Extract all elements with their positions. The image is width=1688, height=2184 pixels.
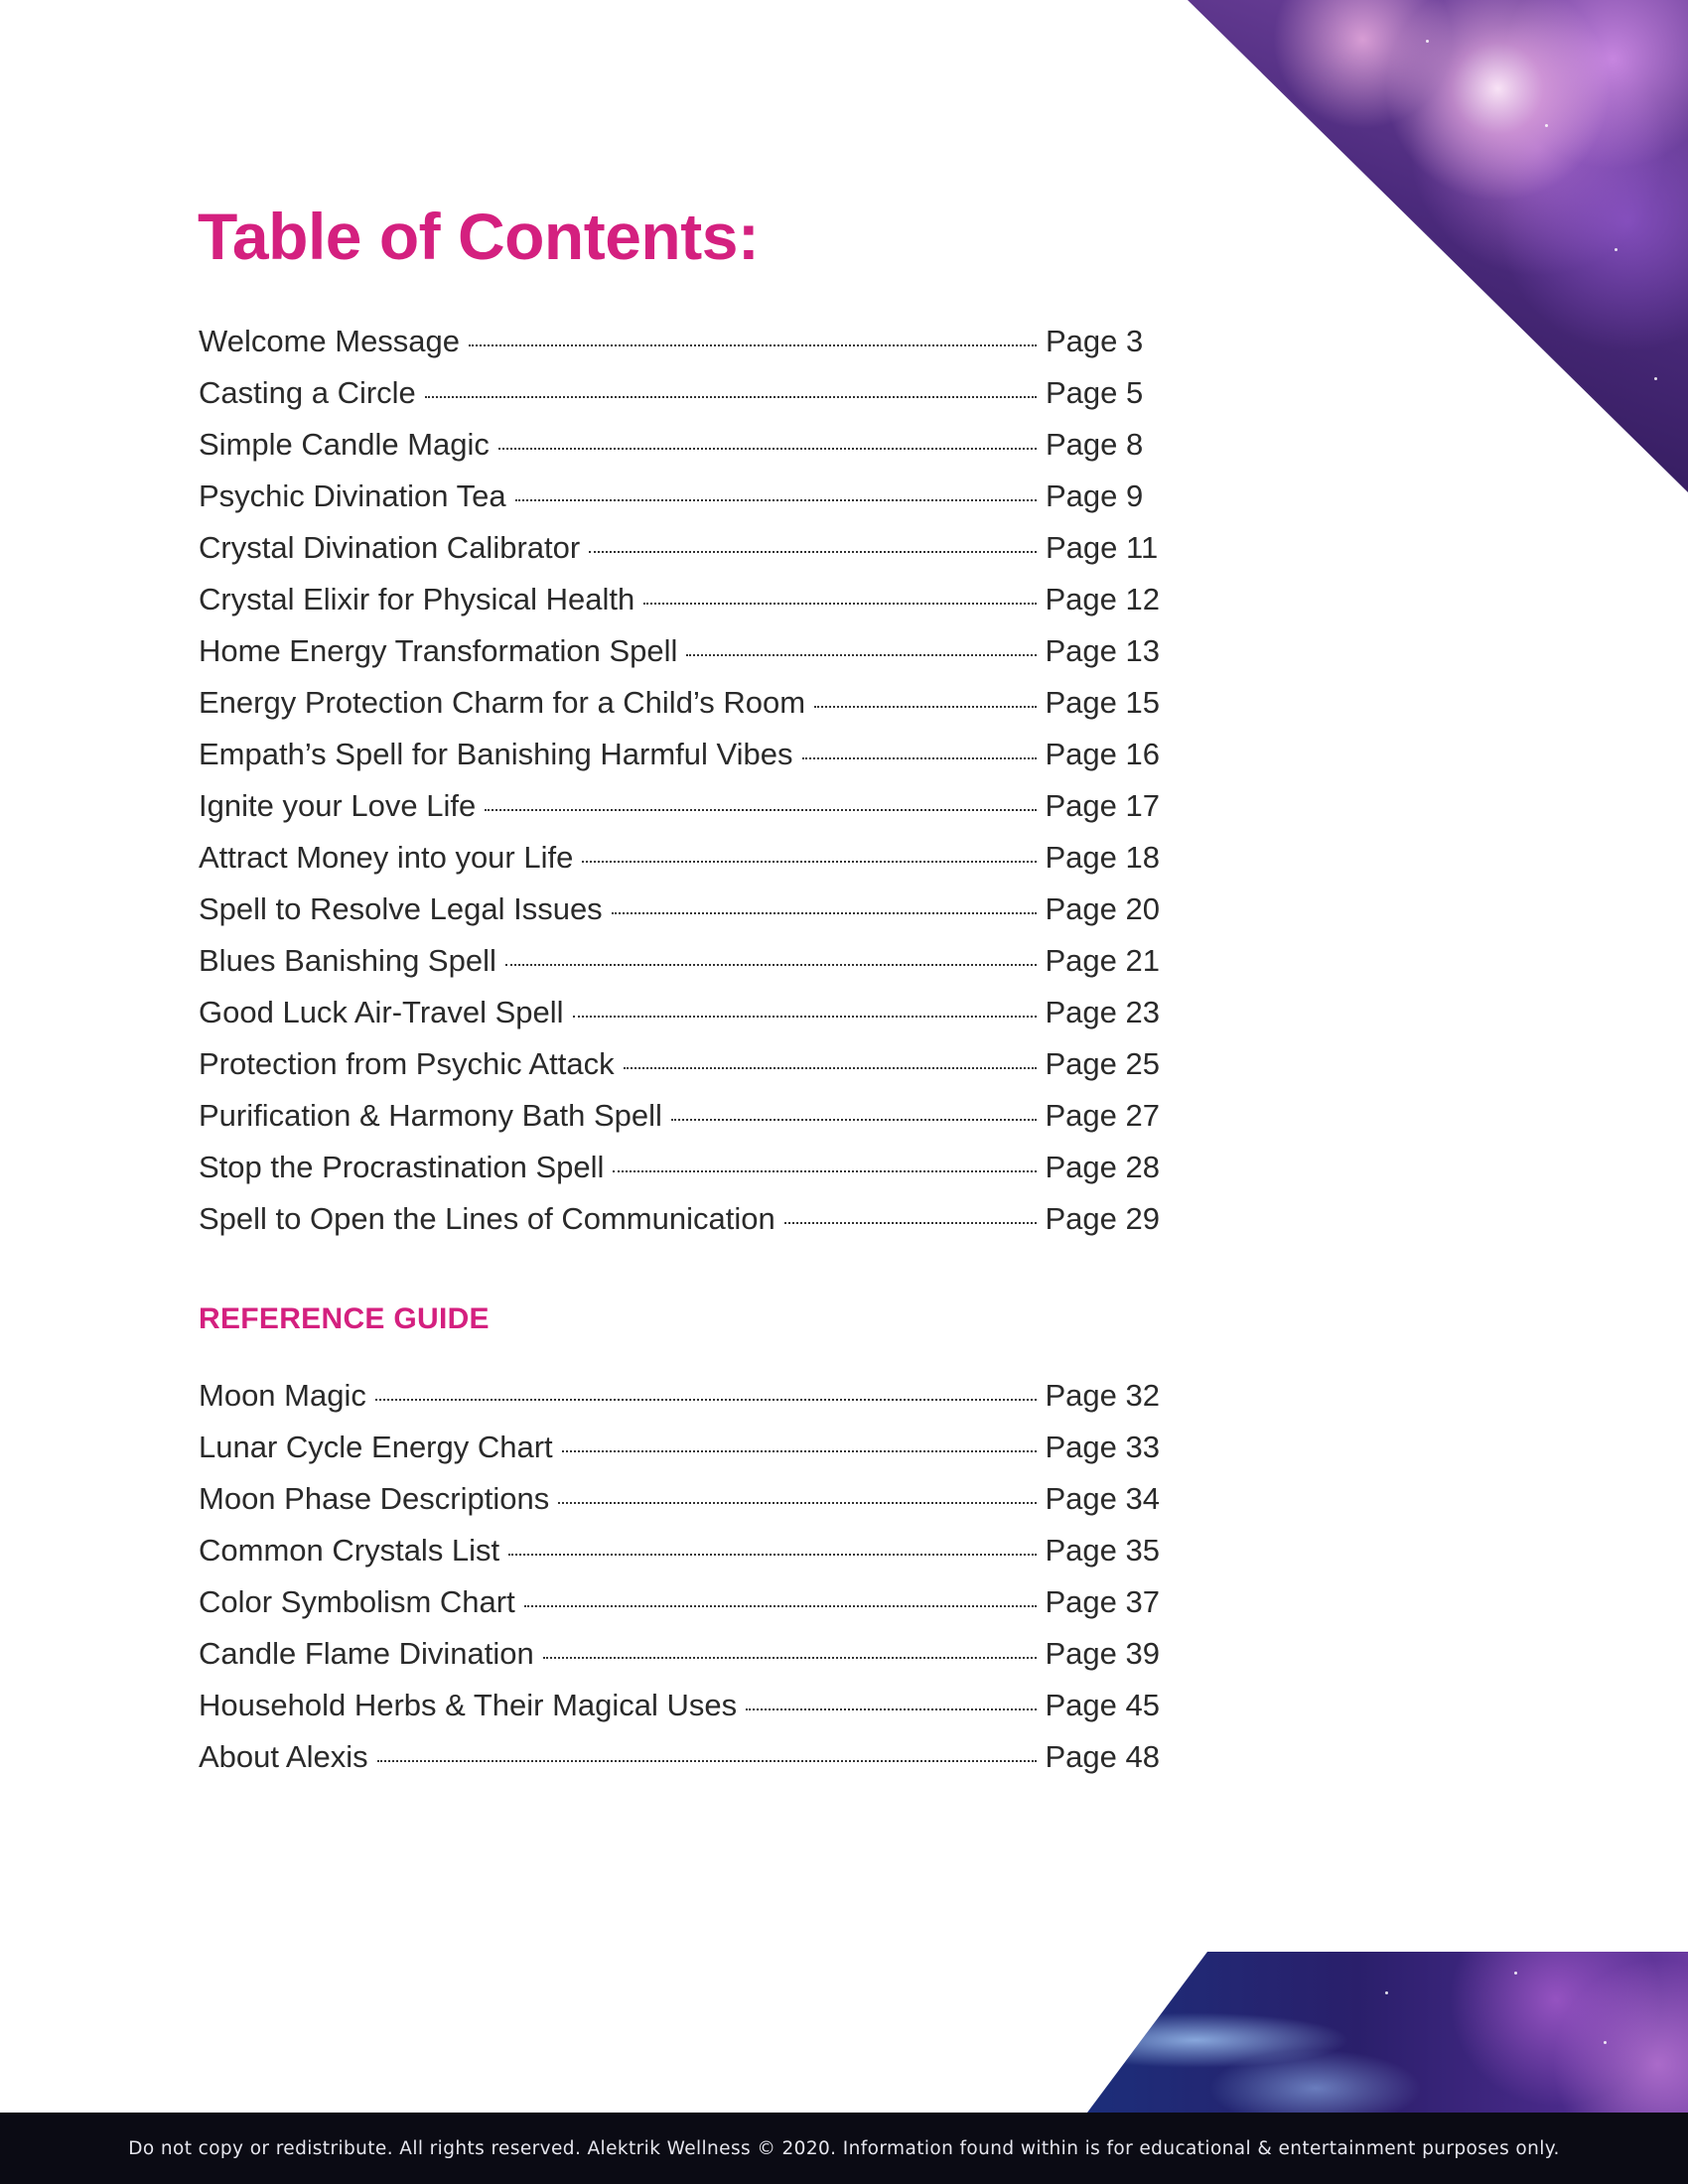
toc-entry [199,1688,1160,1739]
dot-leader [746,1708,1036,1710]
toc-page-number: Page 28 [1045,1150,1160,1184]
toc-page-number: Page 18 [1045,840,1160,875]
toc-entry [199,1533,1160,1584]
toc-entry-title: Protection from Psychic Attack [199,1046,615,1081]
dot-leader [558,1502,1036,1504]
toc-entry [199,943,1160,995]
toc-page-number: Page 20 [1045,891,1160,926]
dot-leader [485,809,1036,811]
dot-leader [582,861,1036,863]
dot-leader [375,1399,1037,1401]
toc-page-number: Page 8 [1046,427,1144,462]
galaxy-corner-image-bottom [1087,1952,1688,2113]
dot-leader [562,1450,1037,1452]
toc-page-number: Page 37 [1045,1584,1160,1619]
toc-page-number: Page 45 [1045,1688,1160,1722]
star [1604,2041,1607,2044]
dot-leader [425,396,1037,398]
toc-entry [199,1150,1160,1201]
dot-leader [643,603,1036,605]
contents-list [199,324,1160,1253]
toc-entry [199,1046,1160,1098]
reference-list [199,1378,1160,1791]
dot-leader [469,344,1037,346]
dot-leader [573,1016,1037,1018]
dot-leader [377,1760,1037,1762]
toc-page-number: Page 33 [1045,1430,1160,1464]
toc-page-number: Page 16 [1045,737,1160,771]
toc-page-number: Page 5 [1046,375,1144,410]
toc-entry-title: Color Symbolism Chart [199,1584,515,1619]
toc-entry [199,995,1160,1046]
dot-leader [524,1605,1037,1607]
dot-leader [814,706,1036,708]
toc-page-number: Page 29 [1045,1201,1160,1236]
toc-page-number: Page 23 [1045,995,1160,1029]
star [1385,1991,1388,1994]
galaxy-corner-image-top [1188,0,1688,492]
toc-entry-title: Common Crystals List [199,1533,500,1568]
toc-entry [199,1098,1160,1150]
toc-entry-title: Welcome Message [199,324,461,358]
footer-bar [0,2113,1688,2184]
toc-entry [199,478,1160,530]
dot-leader [612,912,1037,914]
toc-entry [199,324,1160,375]
dot-leader [498,448,1037,450]
toc-entry [199,1584,1160,1636]
dot-leader [802,757,1037,759]
toc-entry [199,891,1160,943]
toc-entry [199,685,1160,737]
dot-leader [505,964,1037,966]
star [1426,40,1429,43]
toc-entry [199,737,1160,788]
toc-page-number: Page 32 [1045,1378,1160,1413]
toc-entry-title: Moon Phase Descriptions [199,1481,550,1516]
dot-leader [613,1170,1036,1172]
toc-entry-title: Household Herbs & Their Magical Uses [199,1688,738,1722]
toc-page-number: Page 34 [1045,1481,1160,1516]
reference-guide-heading: REFERENCE GUIDE [199,1302,490,1335]
toc-entry-title: Psychic Divination Tea [199,478,506,513]
toc-entry-title: Moon Magic [199,1378,366,1413]
toc-entry [199,1378,1160,1430]
toc-entry-title: Lunar Cycle Energy Chart [199,1430,553,1464]
star [1514,1972,1517,1975]
toc-entry-title: Casting a Circle [199,375,416,410]
toc-entry [199,1430,1160,1481]
dot-leader [784,1222,1037,1224]
toc-entry-title: About Alexis [199,1739,368,1774]
toc-entry [199,788,1160,840]
toc-entry-title: Candle Flame Divination [199,1636,534,1671]
star [1615,248,1618,251]
toc-page-number: Page 35 [1045,1533,1160,1568]
toc-entry [199,1201,1160,1253]
toc-entry-title: Simple Candle Magic [199,427,490,462]
toc-page-number: Page 3 [1046,324,1144,358]
toc-entry [199,840,1160,891]
toc-entry-title: Attract Money into your Life [199,840,574,875]
toc-entry-title: Blues Banishing Spell [199,943,496,978]
toc-entry-title: Spell to Resolve Legal Issues [199,891,603,926]
star [1654,377,1657,380]
toc-entry [199,427,1160,478]
toc-page-number: Page 12 [1045,582,1160,616]
toc-entry [199,1481,1160,1533]
toc-page-number: Page 9 [1046,478,1144,513]
toc-entry [199,1739,1160,1791]
toc-entry-title: Empath’s Spell for Banishing Harmful Vibes [199,737,793,771]
dot-leader [543,1657,1037,1659]
toc-entry-title: Good Luck Air-Travel Spell [199,995,564,1029]
dot-leader [589,551,1037,553]
toc-entry [199,633,1160,685]
toc-page-number: Page 48 [1045,1739,1160,1774]
toc-page-number: Page 25 [1045,1046,1160,1081]
toc-entry [199,375,1160,427]
star [1545,124,1548,127]
toc-entry-title: Home Energy Transformation Spell [199,633,678,668]
toc-page-number: Page 15 [1045,685,1160,720]
toc-entry [199,582,1160,633]
dot-leader [515,499,1037,501]
toc-entry-title: Purification & Harmony Bath Spell [199,1098,662,1133]
dot-leader [624,1067,1037,1069]
toc-page-number: Page 11 [1046,530,1159,565]
toc-entry-title: Crystal Divination Calibrator [199,530,581,565]
toc-page-number: Page 17 [1045,788,1160,823]
toc-entry-title: Ignite your Love Life [199,788,477,823]
toc-entry [199,530,1160,582]
toc-page-number: Page 27 [1045,1098,1160,1133]
toc-entry-title: Crystal Elixir for Physical Health [199,582,635,616]
toc-entry [199,1636,1160,1688]
toc-entry-title: Energy Protection Charm for a Child’s Room [199,685,806,720]
dot-leader [686,654,1036,656]
dot-leader [671,1119,1037,1121]
toc-page-number: Page 13 [1045,633,1160,668]
toc-entry-title: Stop the Procrastination Spell [199,1150,605,1184]
toc-page-number: Page 39 [1045,1636,1160,1671]
dot-leader [508,1554,1036,1556]
page-title: Table of Contents: [198,200,760,273]
copyright-notice: Do not copy or redistribute. All rights reserved. Alektrik Wellness © 2020. Information found within is for educational & entertainment purposes only. [128,2137,1560,2159]
toc-entry-title: Spell to Open the Lines of Communication [199,1201,775,1236]
toc-page-number: Page 21 [1045,943,1160,978]
